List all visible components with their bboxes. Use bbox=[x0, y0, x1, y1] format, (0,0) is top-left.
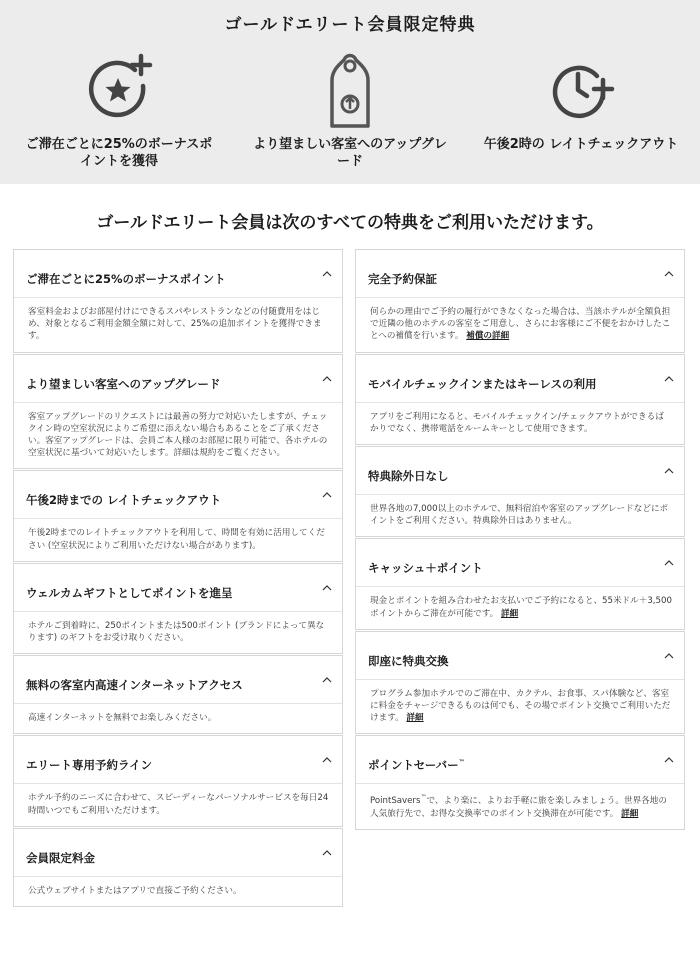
card-body bbox=[356, 784, 684, 828]
instant-redemption-details-link[interactable]: 詳細 bbox=[406, 713, 424, 724]
chevron-up-icon bbox=[664, 375, 674, 383]
chevron-up-icon bbox=[664, 756, 674, 764]
clock-plus-icon bbox=[541, 48, 621, 132]
card-body: 午後2時までのレイトチェックアウトを利用して、時間を有効に活用してください (空室状況によりご利用いただけない場合があります)。 bbox=[28, 528, 325, 551]
card-body-text: で、より楽に、よりお手軽に旅を楽しみましょう。世界各地の人気旅行先で、お得な交換率でのポイント交換滞在が可能です。 bbox=[370, 796, 667, 819]
accordion-header[interactable] bbox=[356, 250, 684, 298]
accordion-header[interactable] bbox=[356, 539, 684, 587]
hero-benefit-upgrade bbox=[245, 48, 455, 170]
guarantee-details-link[interactable]: 補償の詳細 bbox=[466, 331, 510, 342]
card-title: エリート専用予約ライン bbox=[26, 758, 153, 773]
chevron-up-icon bbox=[322, 375, 332, 383]
benefits-column-left bbox=[13, 249, 343, 908]
trademark-mark: ™ bbox=[420, 794, 427, 802]
chevron-up-icon bbox=[664, 467, 674, 475]
benefit-card-point-savers bbox=[355, 735, 685, 829]
card-body: 公式ウェブサイトまたはアプリで直接ご予約ください。 bbox=[28, 885, 242, 896]
accordion-header[interactable] bbox=[14, 564, 342, 612]
card-body: 世界各地の7,000以上のホテルで、無料宿泊や客室のアップグレードなどにポイントをご利用ください。特典除外日はありません。 bbox=[370, 504, 669, 527]
point-savers-details-link[interactable]: 詳細 bbox=[621, 808, 639, 819]
card-title-text: ポイントセーバー bbox=[368, 758, 459, 773]
accordion-header[interactable] bbox=[14, 829, 342, 877]
card-body-text: 現金とポイントを組み合わせたお支払いでご予約になると、55米ドル＋3,500ポイントからご滞在が可能です。 bbox=[370, 596, 672, 619]
card-title: 即座に特典交換 bbox=[368, 653, 449, 668]
card-title: 完全予約保証 bbox=[368, 272, 437, 286]
accordion-header[interactable] bbox=[14, 656, 342, 704]
accordion-header[interactable] bbox=[14, 250, 342, 298]
card-body: アプリをご利用になると、モバイルチェックイン/チェックアウトができるばかりでなく、携帯電話をルームキーとして使用できます。 bbox=[370, 411, 664, 434]
benefit-card-internet bbox=[13, 655, 343, 734]
card-title bbox=[368, 758, 465, 772]
benefit-card-member-rate bbox=[13, 828, 343, 907]
card-body-text: 何らかの理由でご予約の履行ができなくなった場合は、当該ホテルが全額負担で近隣の他のホテルの客室をご用意し、さらにお客様にご不便をおかけしたことへの補償を行います。 bbox=[370, 307, 671, 342]
star-plus-icon bbox=[79, 48, 159, 132]
card-title: モバイルチェックインまたはキーレスの利用 bbox=[368, 376, 597, 391]
card-title: 午後2時までの レイトチェックアウト bbox=[26, 493, 222, 508]
benefit-card-guarantee bbox=[355, 249, 685, 353]
accordion-header[interactable] bbox=[14, 471, 342, 519]
card-title: 特典除外日なし bbox=[368, 469, 449, 484]
chevron-up-icon bbox=[322, 849, 332, 857]
card-title: ご滞在ごとに25%のボーナスポイント bbox=[26, 272, 226, 286]
chevron-up-icon bbox=[664, 270, 674, 278]
section-title: ゴールドエリート会員は次のすべての特典をご利用いただけます。 bbox=[96, 213, 604, 233]
hero-caption: ご滞在ごとに25%のボーナスポイントを獲得 bbox=[25, 137, 213, 169]
benefit-card-elite-line bbox=[13, 735, 343, 826]
card-body: 客室アップグレードのリクエストには最善の努力で対応いたしますが、チェックイン時の空室状況によりご希望に添えない場合もあることをご了承ください。客室アップグレードは、会員ご本人様のお部屋に限り可能で、各ホテルの空室状況に基づいて対応いたします。詳細は規約をご覧ください。 bbox=[28, 411, 328, 459]
card-body: ホテル予約のニーズに合わせて、スピーディーなパーソナルサービスを毎日24時間いつでもご利用いただけます。 bbox=[28, 793, 329, 816]
benefits-column-right bbox=[355, 249, 685, 831]
hero-benefit-bonus-points bbox=[14, 48, 224, 170]
hero-caption: 午後2時の レイトチェックアウト bbox=[483, 137, 679, 152]
card-title: 会員限定料金 bbox=[26, 850, 95, 865]
benefit-card-upgrade bbox=[13, 354, 343, 470]
trademark-mark: ™ bbox=[458, 759, 465, 767]
benefit-card-mobile-checkin bbox=[355, 354, 685, 445]
chevron-up-icon bbox=[322, 756, 332, 764]
benefit-card-bonus-points bbox=[13, 249, 343, 353]
benefit-card-late-checkout bbox=[13, 470, 343, 561]
card-body bbox=[356, 298, 684, 352]
accordion-header[interactable] bbox=[356, 355, 684, 403]
chevron-up-icon bbox=[664, 652, 674, 660]
card-body bbox=[356, 680, 684, 734]
card-title: キャッシュ＋ポイント bbox=[368, 561, 483, 576]
card-title: より望ましい客室へのアップグレード bbox=[26, 376, 221, 391]
benefit-card-cash-points bbox=[355, 538, 685, 629]
accordion-header[interactable] bbox=[356, 632, 684, 680]
card-body bbox=[356, 587, 684, 628]
accordion-header[interactable] bbox=[356, 736, 684, 784]
card-body-text: プログラム参加ホテルでのご滞在中、カクテル、お食事、スパ体験など、客室に料金をチャージできるものは何でも、その場でポイント交換でご利用いただけます。 bbox=[370, 688, 671, 724]
chevron-up-icon bbox=[664, 559, 674, 567]
gold-elite-hero bbox=[0, 0, 700, 184]
chevron-up-icon bbox=[322, 270, 332, 278]
card-body: ホテルご到着時に、250ポイントまたは500ポイント (ブランドによって異なります) のギフトをお受け取りください。 bbox=[28, 620, 325, 644]
chevron-up-icon bbox=[322, 676, 332, 684]
benefit-card-welcome-gift bbox=[13, 563, 343, 654]
chevron-up-icon bbox=[322, 584, 332, 592]
accordion-header[interactable] bbox=[14, 736, 342, 784]
benefit-card-instant-redemption bbox=[355, 631, 685, 735]
hero-title: ゴールドエリート会員限定特典 bbox=[224, 15, 476, 35]
hero-caption: より望ましい客室へのアップグレード bbox=[253, 137, 447, 169]
card-title: ウェルカムギフトとしてポイントを進呈 bbox=[26, 585, 233, 600]
chevron-up-icon bbox=[322, 491, 332, 499]
door-hanger-icon bbox=[310, 48, 390, 132]
card-body: 客室料金およびお部屋付けにできるスパやレストランなどの付随費用をはじめ、対象となるご利用金額全額に対して、25%の追加ポイントを獲得できます。 bbox=[28, 307, 322, 342]
benefit-card-no-blackout bbox=[355, 446, 685, 537]
card-title: 無料の客室内高速インターネットアクセス bbox=[26, 678, 243, 693]
card-body-prefix: PointSavers bbox=[370, 796, 421, 807]
accordion-header[interactable] bbox=[14, 355, 342, 403]
hero-benefit-late-checkout bbox=[476, 48, 686, 153]
cash-points-details-link[interactable]: 詳細 bbox=[500, 608, 519, 619]
card-body: 高速インターネットを無料でお楽しみください。 bbox=[28, 713, 217, 724]
accordion-header[interactable] bbox=[356, 447, 684, 495]
